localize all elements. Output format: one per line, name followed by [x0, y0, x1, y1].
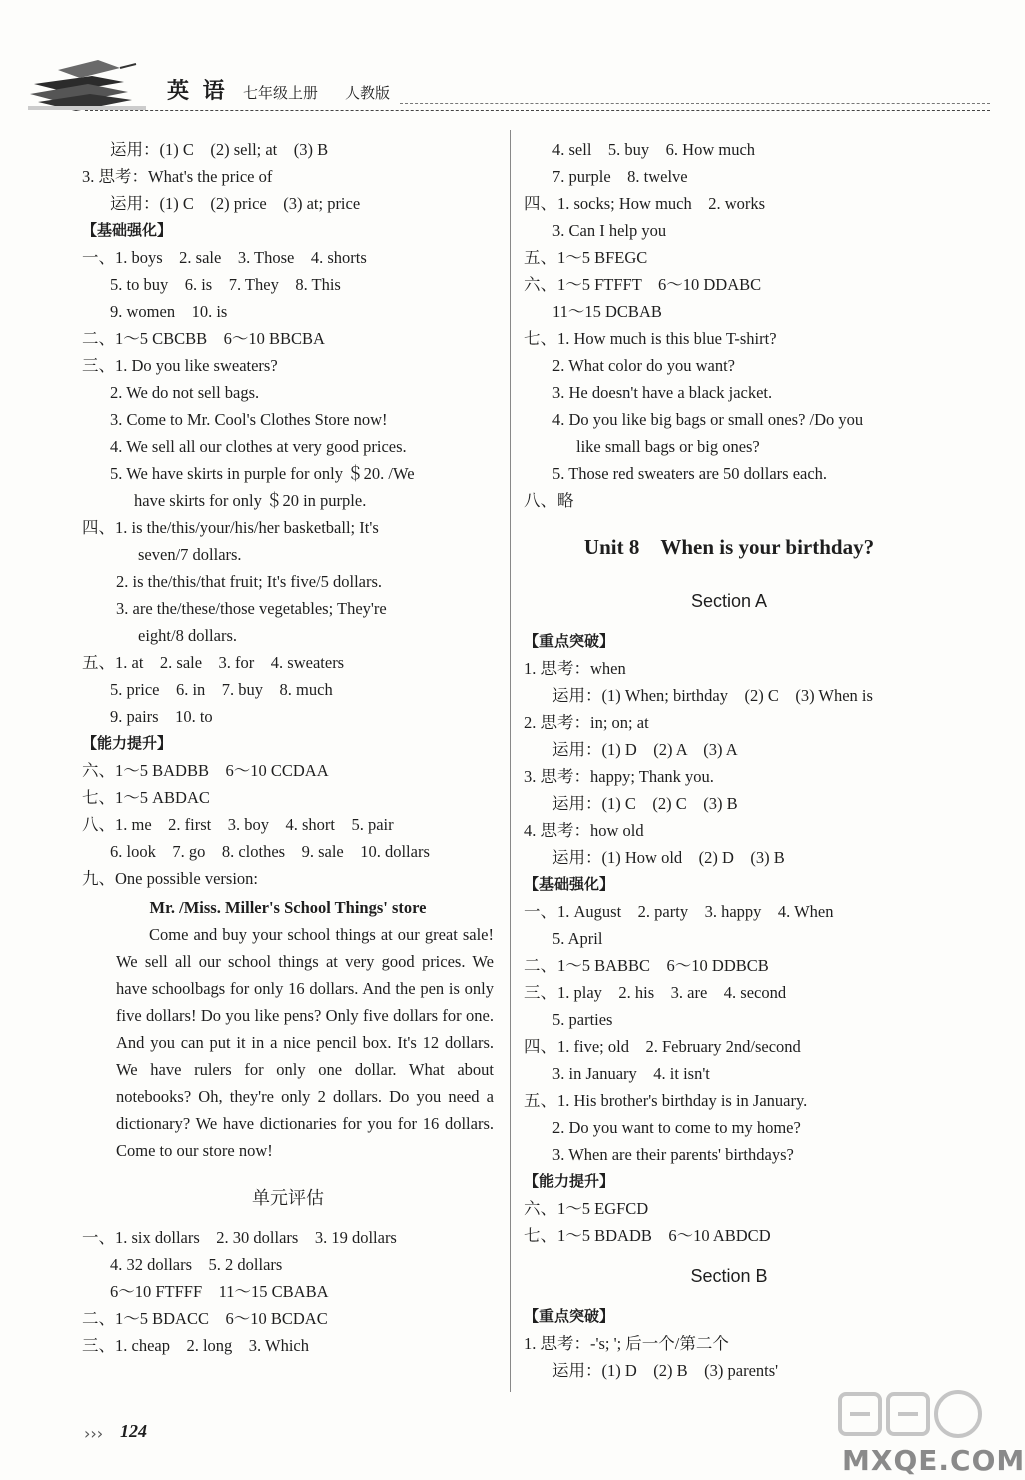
answer-line: 五、1. His brother's birthday is in January.	[524, 1091, 808, 1110]
answer-line: 三、1. play 2. his 3. are 4. second	[524, 983, 787, 1002]
section-heading: 【重点突破】	[524, 632, 615, 650]
answer-line: seven/7 dollars.	[138, 545, 242, 564]
answer-line: like small bags or big ones?	[576, 437, 760, 456]
answer-line: 3. are the/these/those vegetables; They're	[116, 599, 387, 618]
answer-line: 5. We have skirts in purple for only ＄20. /We	[110, 464, 415, 483]
passage-text: Come and buy your school things at our great sale! We sell all our school things at very good prices. We have schoolbags for only 16 dollars. And the pen is only five dollars! Do you like pens? Only five dollars for one. And you can put it in a nice pencil box. It's 12 dollars. We have rulers for only one dollar. What about notebooks? Oh, they're only 2 dollars. Do you need a dictionary? We have dictionaries for you for 16 dollars. Come to our store now!	[116, 925, 494, 1160]
edition-label: 人教版	[345, 84, 391, 102]
answer-line: 七、1. How much is this blue T-shirt?	[524, 329, 777, 348]
answer-line: 5. price 6. in 7. buy 8. much	[110, 680, 333, 699]
subject-title: 英 语	[167, 79, 228, 104]
answer-line: 八、1. me 2. first 3. boy 4. short 5. pair	[82, 815, 394, 834]
answer-line: 6. look 7. go 8. clothes 9. sale 10. dollars	[110, 842, 430, 861]
answer-line: 六、1～5 FTFFT 6～10 DDABC	[524, 275, 762, 294]
section-heading: 【能力提升】	[82, 734, 173, 752]
answer-line: 四、1. socks; How much 2. works	[524, 194, 766, 213]
answer-line: 五、1～5 BFEGC	[524, 248, 648, 267]
unit-title: Unit 8 When is your birthday?	[583, 535, 875, 559]
watermark-text: MXQE.COM	[842, 1444, 1025, 1477]
answer-line: 一、1. boys 2. sale 3. Those 4. shorts	[82, 248, 367, 267]
answer-line: 三、1. cheap 2. long 3. Which	[82, 1336, 309, 1355]
answer-line: 八、略	[524, 491, 574, 510]
answer-line: 四、1. five; old 2. February 2nd/second	[524, 1037, 801, 1056]
header-rule-lower	[85, 110, 990, 111]
answer-line: 3. He doesn't have a black jacket.	[552, 383, 773, 402]
answer-line: 二、1～5 BABBC 6～10 DDBCB	[524, 956, 769, 975]
answer-line: 9. pairs 10. to	[110, 707, 213, 726]
answer-line: 2. Do you want to come to my home?	[552, 1118, 801, 1137]
section-heading: 【能力提升】	[524, 1172, 615, 1190]
answer-line: 一、1. August 2. party 3. happy 4. When	[524, 902, 834, 921]
unit-evaluation-heading: 单元评估	[252, 1188, 324, 1209]
answer-line: 4. 32 dollars 5. 2 dollars	[110, 1255, 283, 1274]
answer-line: 5. Those red sweaters are 50 dollars each.	[552, 464, 828, 483]
answer-line: 七、1～5 BDADB 6～10 ABDCD	[524, 1226, 771, 1245]
answer-line: 四、1. is the/this/your/his/her basketball; It's	[82, 518, 379, 537]
answer-line: 2. What color do you want?	[552, 356, 735, 375]
answer-line: 3. Can I help you	[552, 221, 667, 240]
answer-line: 4. Do you like big bags or small ones? /Do you	[552, 410, 864, 429]
answer-line: 3. 思考：What's the price of	[82, 167, 273, 186]
grade-label: 七年级上册	[243, 84, 319, 102]
passage-title: Mr. /Miss. Miller's School Things' store	[149, 898, 427, 917]
header-rule-upper	[400, 103, 990, 104]
answer-line: 二、1～5 CBCBB 6～10 BBCBA	[82, 329, 325, 348]
answer-line: 运用：(1) C (2) sell; at (3) B	[110, 140, 329, 159]
answer-line: 1. 思考：when	[524, 659, 626, 678]
books-logo-icon	[28, 54, 146, 112]
answer-line: 三、1. Do you like sweaters?	[82, 356, 278, 375]
answer-line: 4. 思考：how old	[524, 821, 644, 840]
answer-line: 3. Come to Mr. Cool's Clothes Store now!	[110, 410, 388, 429]
answer-line: eight/8 dollars.	[138, 626, 237, 645]
right-column	[524, 136, 934, 1384]
answer-line: 2. 思考：in; on; at	[524, 713, 649, 732]
answer-line: 5. parties	[552, 1010, 613, 1029]
section-heading: 【基础强化】	[524, 875, 615, 893]
answer-line: 运用：(1) C (2) C (3) B	[552, 794, 738, 813]
answer-line: 运用：(1) C (2) price (3) at; price	[110, 194, 361, 213]
answer-line: 7. purple 8. twelve	[552, 167, 688, 186]
answer-line: 运用：(1) D (2) A (3) A	[552, 740, 738, 759]
section-b-title: Section B	[690, 1266, 768, 1286]
column-divider	[510, 130, 511, 1392]
answer-line: 二、1～5 BDACC 6～10 BCDAC	[82, 1309, 328, 1328]
answer-line: 六、1～5 BADBB 6～10 CCDAA	[82, 761, 329, 780]
section-heading: 【重点突破】	[524, 1307, 615, 1325]
answer-line: 4. sell 5. buy 6. How much	[552, 140, 756, 159]
answer-line: 六、1～5 EGFCD	[524, 1199, 649, 1218]
answer-line: 七、1～5 ABDAC	[82, 788, 210, 807]
answer-line: have skirts for only ＄20 in purple.	[134, 491, 367, 510]
page-header	[0, 0, 1000, 130]
answer-line: 2. is the/this/that fruit; It's five/5 dollars.	[116, 572, 383, 591]
answer-line: 运用：(1) How old (2) D (3) B	[552, 848, 785, 867]
answer-line: 一、1. six dollars 2. 30 dollars 3. 19 dollars	[82, 1228, 397, 1247]
answer-line: 5. April	[552, 929, 603, 948]
answer-line: 9. women 10. is	[110, 302, 228, 321]
answer-line: 五、1. at 2. sale 3. for 4. sweaters	[82, 653, 345, 672]
section-a-title: Section A	[690, 591, 768, 611]
page-arrows-icon: ›››	[84, 1424, 104, 1443]
page-number: 124	[120, 1421, 147, 1441]
answer-line: 运用：(1) D (2) B (3) parents'	[552, 1361, 779, 1380]
answer-line: 3. 思考：happy; Thank you.	[524, 767, 714, 786]
section-heading: 【基础强化】	[82, 221, 173, 239]
answer-line: 九、One possible version:	[82, 869, 258, 888]
answer-line: 11～15 DCBAB	[552, 302, 662, 321]
answer-line: 运用：(1) When; birthday (2) C (3) When is	[552, 686, 873, 705]
answer-line: 2. We do not sell bags.	[110, 383, 260, 402]
answer-line: 3. When are their parents' birthdays?	[552, 1145, 794, 1164]
answer-line: 5. to buy 6. is 7. They 8. This	[110, 275, 341, 294]
answer-line: 3. in January 4. it isn't	[552, 1064, 710, 1083]
answer-line: 1. 思考：-'s; '; 后一个/第二个	[524, 1334, 729, 1353]
answer-line: 4. We sell all our clothes at very good prices.	[110, 437, 407, 456]
left-column	[82, 136, 494, 1359]
answer-line: 6～10 FTFFF 11～15 CBABA	[110, 1282, 329, 1301]
